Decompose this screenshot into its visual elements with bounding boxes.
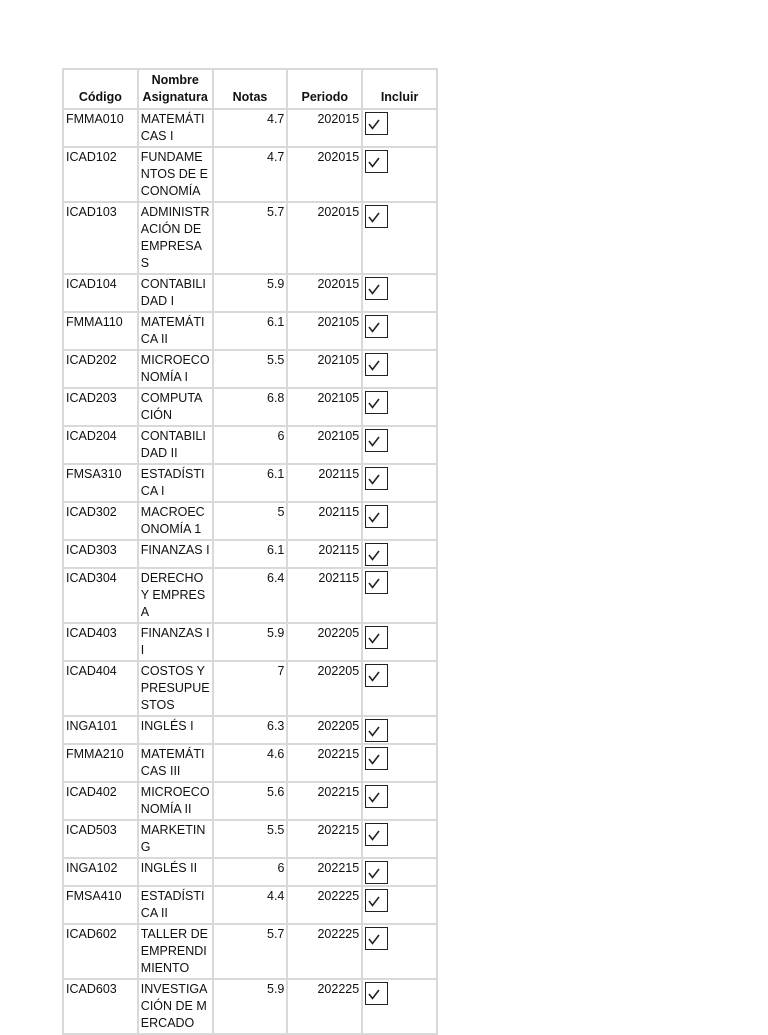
course-name-cell: ESTADÍSTICA I (139, 465, 212, 501)
period-cell: 202105 (288, 313, 361, 349)
period-cell: 202105 (288, 351, 361, 387)
header-row (64, 70, 436, 108)
grade-cell: 6.4 (214, 569, 287, 622)
table-row (64, 313, 436, 349)
checkmark-icon (368, 119, 380, 130)
period-cell: 202015 (288, 275, 361, 311)
course-code-cell: ICAD203 (64, 389, 137, 425)
course-name-cell: CONTABILIDAD II (139, 427, 212, 463)
grade-cell: 4.7 (214, 110, 287, 146)
grade-cell: 4.4 (214, 887, 287, 923)
course-name-cell: FINANZAS I (139, 541, 212, 567)
checkmark-icon (368, 398, 380, 409)
period-cell: 202115 (288, 569, 361, 622)
grade-cell: 6 (214, 859, 287, 885)
period-cell: 202215 (288, 745, 361, 781)
period-cell: 202115 (288, 465, 361, 501)
include-cell (363, 389, 436, 425)
include-checkbox[interactable] (365, 927, 388, 950)
grade-cell: 6.1 (214, 541, 287, 567)
include-cell (363, 925, 436, 978)
header-code-label: Código (78, 90, 122, 104)
include-checkbox[interactable] (365, 664, 388, 687)
include-cell (363, 313, 436, 349)
checkmark-icon (368, 754, 380, 765)
include-checkbox[interactable] (365, 205, 388, 228)
header-grade-label: Notas (232, 90, 268, 104)
include-checkbox[interactable] (365, 429, 388, 452)
include-checkbox[interactable] (365, 889, 388, 912)
include-cell (363, 783, 436, 819)
course-code-cell: ICAD603 (64, 980, 137, 1033)
course-name-cell: COMPUTACIÓN (139, 389, 212, 425)
course-name-cell: COSTOS Y PRESUPUESTOS (139, 662, 212, 715)
grade-cell: 6 (214, 427, 287, 463)
grade-cell: 6.8 (214, 389, 287, 425)
course-name-cell: MATEMÁTICAS III (139, 745, 212, 781)
course-name-cell: MATEMÁTICA II (139, 313, 212, 349)
checkmark-icon (368, 284, 380, 295)
course-name-cell: DERECHO Y EMPRESA (139, 569, 212, 622)
include-cell (363, 148, 436, 201)
course-name-cell: FINANZAS II (139, 624, 212, 660)
include-checkbox[interactable] (365, 543, 388, 566)
table-row (64, 887, 436, 923)
checkmark-icon (368, 830, 380, 841)
include-checkbox[interactable] (365, 823, 388, 846)
grade-cell: 6.1 (214, 465, 287, 501)
course-code-cell: ICAD503 (64, 821, 137, 857)
period-cell: 202225 (288, 887, 361, 923)
checkmark-icon (368, 322, 380, 333)
include-cell (363, 859, 436, 885)
checkmark-icon (368, 436, 380, 447)
grade-cell: 5.7 (214, 925, 287, 978)
grade-cell: 5.9 (214, 624, 287, 660)
checkmark-icon (368, 934, 380, 945)
table-row (64, 569, 436, 622)
checkmark-icon (368, 212, 380, 223)
table-row (64, 859, 436, 885)
grade-cell: 6.3 (214, 717, 287, 743)
table-row (64, 427, 436, 463)
include-cell (363, 980, 436, 1033)
header-name-label-line1: Nombre (151, 73, 199, 87)
checkmark-icon (368, 726, 380, 737)
course-name-cell: CONTABILIDAD I (139, 275, 212, 311)
course-code-cell: ICAD402 (64, 783, 137, 819)
period-cell: 202015 (288, 148, 361, 201)
include-cell (363, 110, 436, 146)
grades-table-viewport[interactable] (62, 68, 438, 1030)
period-cell: 202205 (288, 717, 361, 743)
include-cell (363, 821, 436, 857)
include-cell (363, 465, 436, 501)
column-header-period (288, 70, 361, 108)
table-row (64, 110, 436, 146)
grade-cell: 6.1 (214, 313, 287, 349)
header-period-label: Periodo (301, 90, 349, 104)
table-row (64, 821, 436, 857)
header-name-label-line2: Asignatura (142, 90, 208, 104)
include-checkbox[interactable] (365, 315, 388, 338)
checkmark-icon (368, 671, 380, 682)
include-checkbox[interactable] (365, 467, 388, 490)
checkmark-icon (368, 578, 380, 589)
course-code-cell: ICAD304 (64, 569, 137, 622)
checkmark-icon (368, 512, 380, 523)
period-cell: 202215 (288, 783, 361, 819)
checkmark-icon (368, 868, 380, 879)
grade-cell: 5.9 (214, 980, 287, 1033)
period-cell: 202225 (288, 925, 361, 978)
course-name-cell: ADMINISTRACIÓN DE EMPRESAS (139, 203, 212, 273)
course-name-cell: MICROECONOMÍA II (139, 783, 212, 819)
column-header-grade (214, 70, 287, 108)
checkmark-icon (368, 550, 380, 561)
column-header-code (64, 70, 137, 108)
checkmark-icon (368, 633, 380, 644)
course-code-cell: ICAD303 (64, 541, 137, 567)
include-checkbox[interactable] (365, 150, 388, 173)
grade-cell: 5.5 (214, 821, 287, 857)
include-cell (363, 427, 436, 463)
include-checkbox[interactable] (365, 785, 388, 808)
checkmark-icon (368, 989, 380, 1000)
table-row (64, 624, 436, 660)
course-name-cell: MATEMÁTICAS I (139, 110, 212, 146)
include-checkbox[interactable] (365, 571, 388, 594)
course-code-cell: INGA101 (64, 717, 137, 743)
checkmark-icon (368, 474, 380, 485)
course-code-cell: ICAD602 (64, 925, 137, 978)
period-cell: 202115 (288, 503, 361, 539)
period-cell: 202105 (288, 427, 361, 463)
include-checkbox[interactable] (365, 277, 388, 300)
period-cell: 202225 (288, 980, 361, 1033)
course-name-cell: FUNDAMENTOS DE ECONOMÍA (139, 148, 212, 201)
table-row (64, 351, 436, 387)
grade-cell: 4.6 (214, 745, 287, 781)
table-row (64, 465, 436, 501)
course-name-cell: INGLÉS II (139, 859, 212, 885)
include-cell (363, 203, 436, 273)
include-checkbox[interactable] (365, 112, 388, 135)
period-cell: 202215 (288, 821, 361, 857)
grades-table (62, 68, 438, 1035)
course-name-cell: MICROECONOMÍA I (139, 351, 212, 387)
course-code-cell: ICAD104 (64, 275, 137, 311)
table-row (64, 389, 436, 425)
include-cell (363, 351, 436, 387)
course-code-cell: FMMA010 (64, 110, 137, 146)
period-cell: 202105 (288, 389, 361, 425)
course-code-cell: FMMA210 (64, 745, 137, 781)
include-checkbox[interactable] (365, 505, 388, 528)
checkmark-icon (368, 792, 380, 803)
grade-cell: 5.6 (214, 783, 287, 819)
course-name-cell: TALLER DE EMPRENDIMIENTO (139, 925, 212, 978)
course-code-cell: ICAD102 (64, 148, 137, 201)
include-cell (363, 624, 436, 660)
grade-cell: 5 (214, 503, 287, 539)
include-checkbox[interactable] (365, 861, 388, 884)
course-code-cell: ICAD302 (64, 503, 137, 539)
course-code-cell: FMMA110 (64, 313, 137, 349)
grade-cell: 5.5 (214, 351, 287, 387)
grade-cell: 4.7 (214, 148, 287, 201)
period-cell: 202205 (288, 624, 361, 660)
course-code-cell: ICAD204 (64, 427, 137, 463)
table-row (64, 717, 436, 743)
include-cell (363, 503, 436, 539)
include-cell (363, 569, 436, 622)
course-code-cell: ICAD202 (64, 351, 137, 387)
include-checkbox[interactable] (365, 353, 388, 376)
checkmark-icon (368, 157, 380, 168)
table-row (64, 503, 436, 539)
course-code-cell: ICAD404 (64, 662, 137, 715)
include-cell (363, 662, 436, 715)
include-checkbox[interactable] (365, 626, 388, 649)
course-code-cell: ICAD103 (64, 203, 137, 273)
grade-cell: 5.9 (214, 275, 287, 311)
include-cell (363, 275, 436, 311)
course-name-cell: MACROECONOMÍA 1 (139, 503, 212, 539)
column-header-include (363, 70, 436, 108)
table-row (64, 925, 436, 978)
course-code-cell: INGA102 (64, 859, 137, 885)
period-cell: 202205 (288, 662, 361, 715)
grade-cell: 7 (214, 662, 287, 715)
include-cell (363, 887, 436, 923)
table-row (64, 203, 436, 273)
grade-cell: 5.7 (214, 203, 287, 273)
period-cell: 202015 (288, 110, 361, 146)
include-checkbox[interactable] (365, 747, 388, 770)
checkmark-icon (368, 360, 380, 371)
include-cell (363, 541, 436, 567)
include-checkbox[interactable] (365, 719, 388, 742)
course-code-cell: FMSA310 (64, 465, 137, 501)
table-row (64, 148, 436, 201)
period-cell: 202115 (288, 541, 361, 567)
include-checkbox[interactable] (365, 391, 388, 414)
course-code-cell: ICAD403 (64, 624, 137, 660)
table-row (64, 275, 436, 311)
column-header-name (139, 70, 212, 108)
table-row (64, 783, 436, 819)
table-row (64, 541, 436, 567)
course-name-cell: INVESTIGACIÓN DE MERCADO (139, 980, 212, 1033)
table-row (64, 980, 436, 1033)
course-code-cell: FMSA410 (64, 887, 137, 923)
include-cell (363, 717, 436, 743)
course-name-cell: ESTADÍSTICA II (139, 887, 212, 923)
include-checkbox[interactable] (365, 982, 388, 1005)
table-row (64, 745, 436, 781)
include-cell (363, 745, 436, 781)
header-include-label: Incluir (380, 90, 419, 104)
course-name-cell: MARKETING (139, 821, 212, 857)
course-name-cell: INGLÉS I (139, 717, 212, 743)
period-cell: 202015 (288, 203, 361, 273)
period-cell: 202215 (288, 859, 361, 885)
checkmark-icon (368, 896, 380, 907)
table-row (64, 662, 436, 715)
